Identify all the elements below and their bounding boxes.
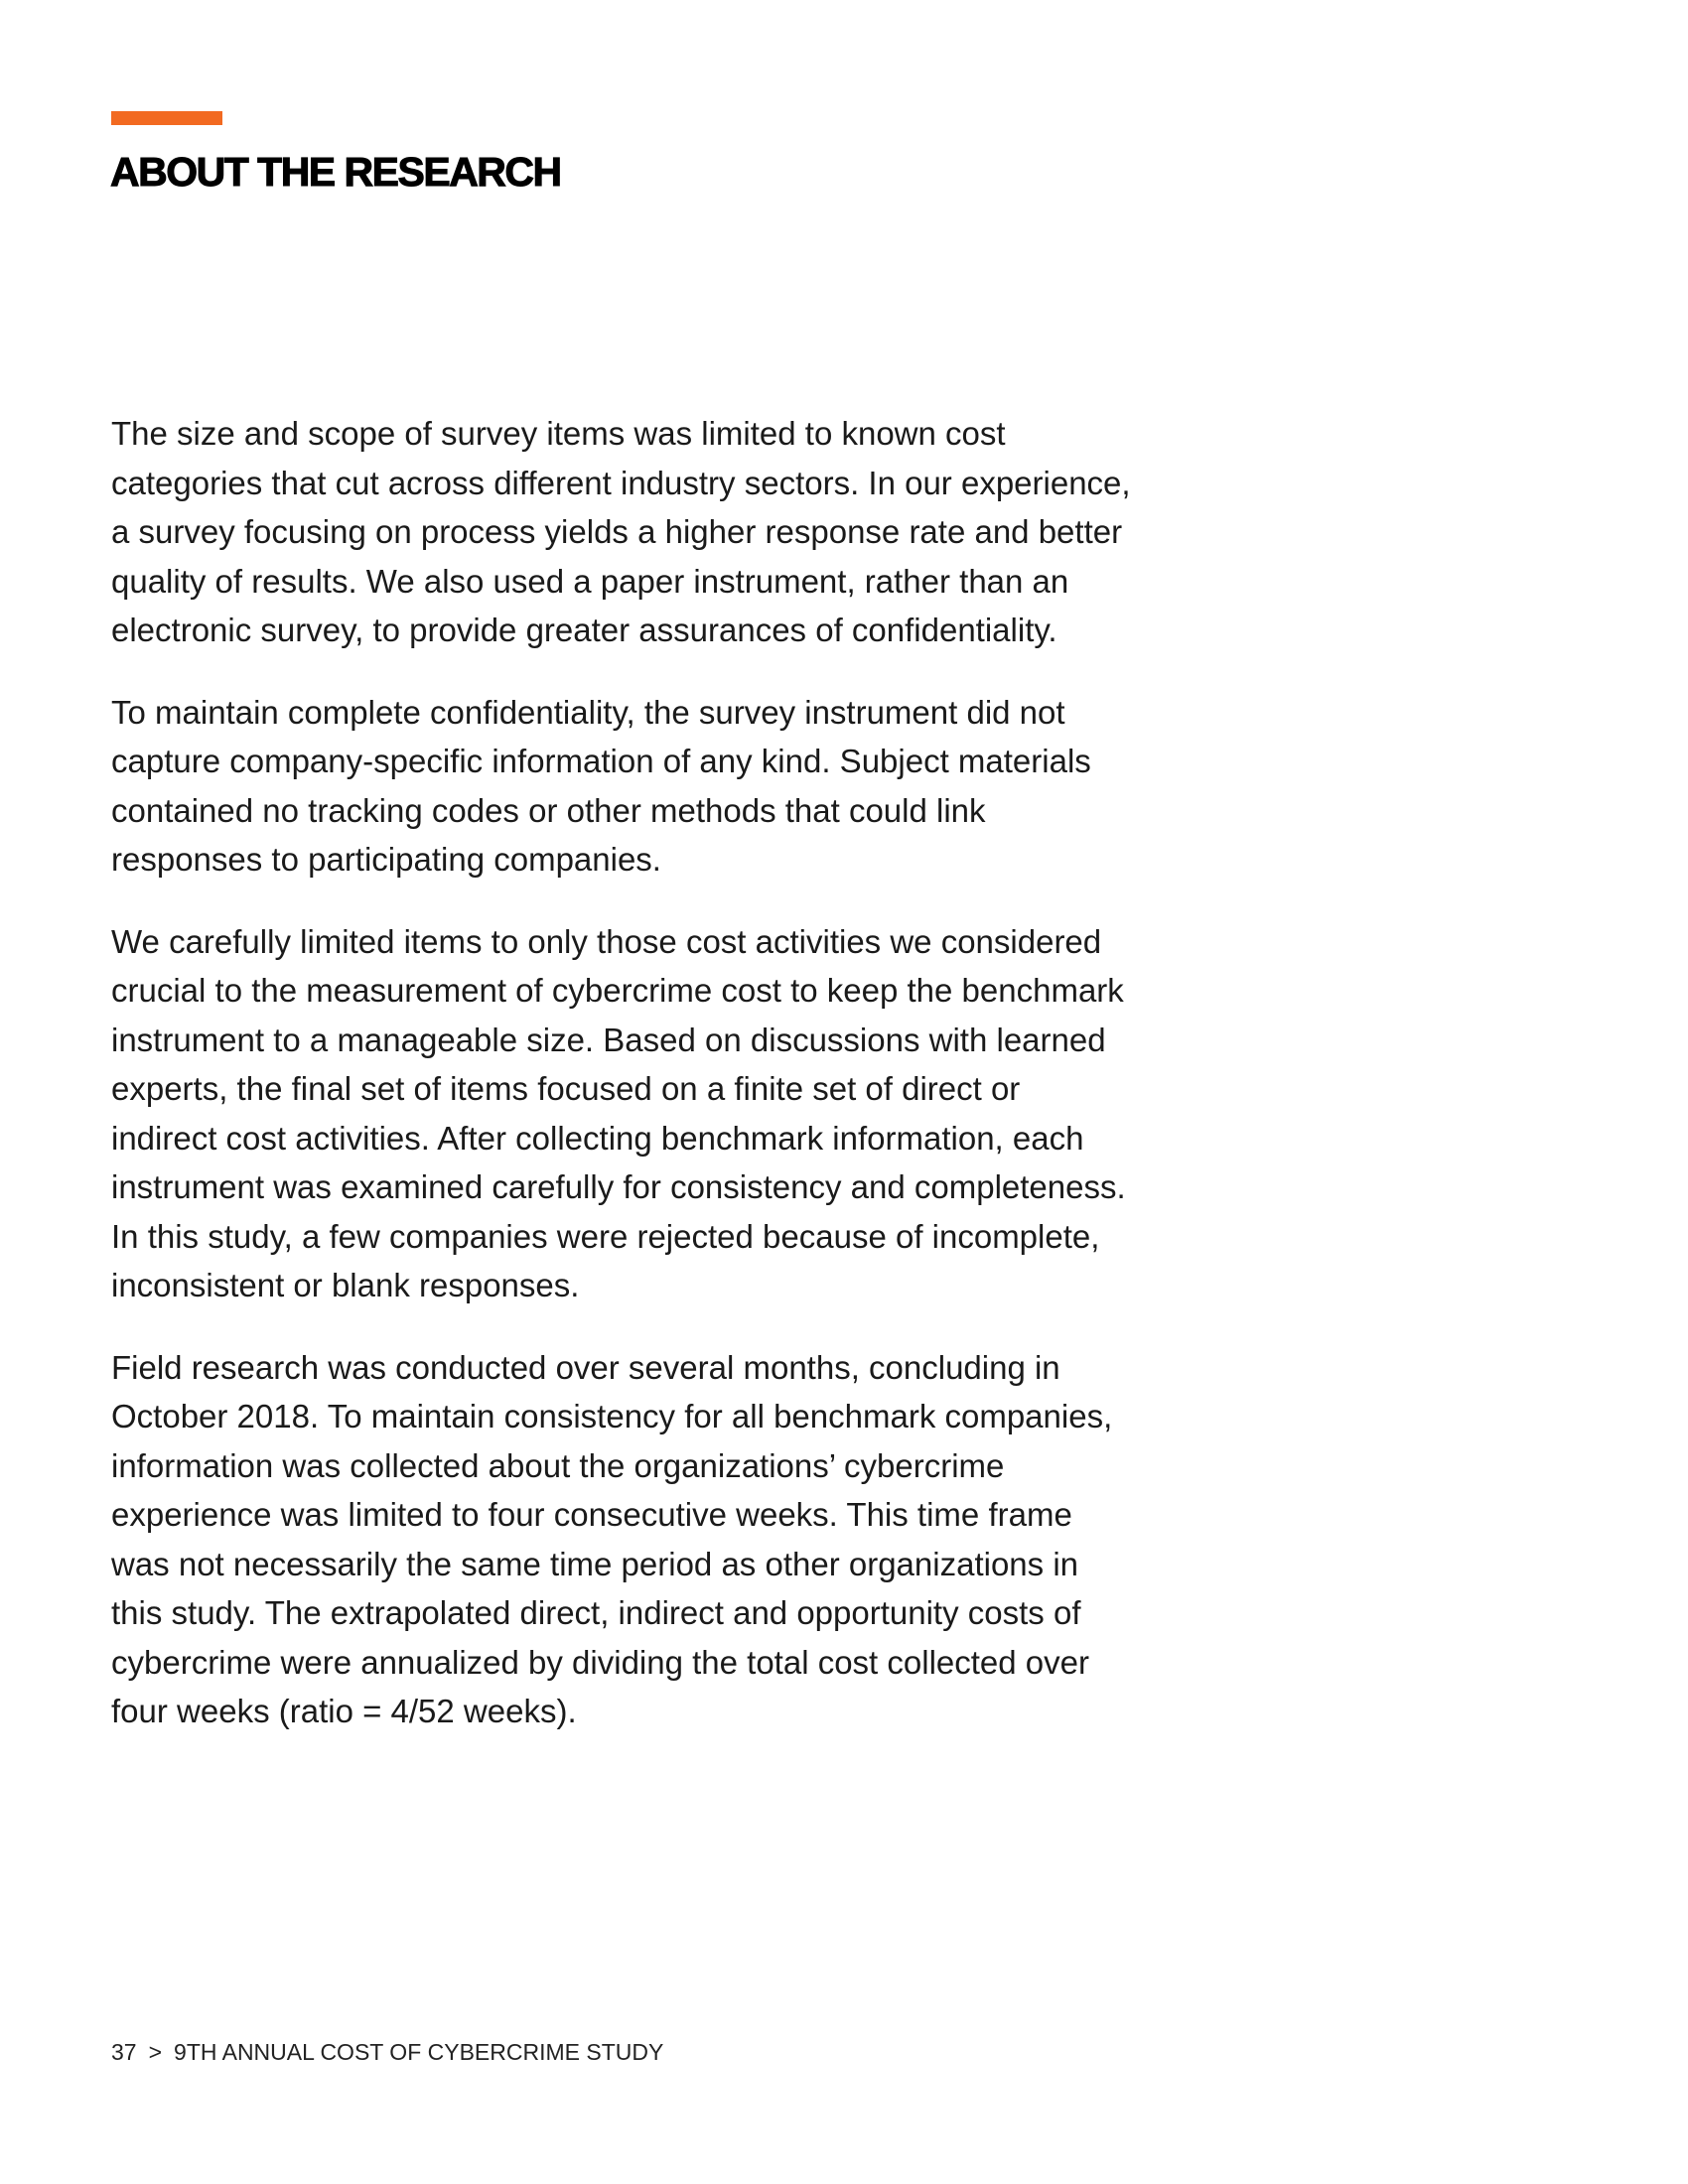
- page-number: 37: [111, 2039, 137, 2065]
- text-line: capture company-specific information of any kind. Subject materials: [111, 743, 1091, 779]
- text-line: cybercrime were annualized by dividing the total cost collected over: [111, 1643, 1090, 1681]
- text-line: was not necessarily the same time period as other organizations in: [111, 1545, 1078, 1582]
- text-line: October 2018. To maintain consistency for all benchmark companies,: [111, 1398, 1113, 1434]
- page-title: ABOUT THE RESEARCH: [110, 149, 561, 195]
- text-line: four weeks (ratio = 4/52 weeks).: [111, 1693, 577, 1729]
- text-line: experience was limited to four consecutive weeks. This time frame: [111, 1496, 1072, 1533]
- text-line: instrument to a manageable size. Based on discussions with learned: [111, 1021, 1106, 1058]
- text-line: crucial to the measurement of cybercrime cost to keep the benchmark: [111, 972, 1124, 1009]
- text-line: instrument was examined carefully for consistency and completeness.: [111, 1168, 1126, 1205]
- paragraph: [111, 1343, 1501, 1736]
- text-line: indirect cost activities. After collecting benchmark information, each: [111, 1119, 1084, 1157]
- text-line: The size and scope of survey items was limited to known cost: [111, 415, 1006, 452]
- text-line: To maintain complete confidentiality, the survey instrument did not: [111, 693, 1065, 731]
- text-line: inconsistent or blank responses.: [111, 1267, 580, 1303]
- paragraph: [111, 688, 1501, 885]
- footer-title: 9TH ANNUAL COST OF CYBERCRIME STUDY: [174, 2039, 664, 2065]
- text-line: categories that cut across different industry sectors. In our experience,: [111, 464, 1131, 501]
- text-line: Field research was conducted over several months, concluding in: [111, 1348, 1060, 1386]
- text-line: quality of results. We also used a paper instrument, rather than an: [111, 562, 1069, 600]
- body-text: [111, 409, 1501, 1769]
- text-line: responses to participating companies.: [111, 841, 661, 878]
- footer: [111, 2039, 675, 2066]
- text-line: In this study, a few companies were rejected because of incomplete,: [111, 1217, 1100, 1255]
- text-line: this study. The extrapolated direct, indirect and opportunity costs of: [111, 1594, 1081, 1631]
- text-line: information was collected about the organizations’ cybercrime: [111, 1446, 1005, 1484]
- footer-separator: >: [148, 2039, 163, 2065]
- paragraph: [111, 409, 1501, 655]
- text-line: a survey focusing on process yields a higher response rate and better: [111, 513, 1123, 550]
- accent-bar: [111, 111, 222, 125]
- paragraph: [111, 917, 1501, 1310]
- text-line: experts, the final set of items focused on a finite set of direct or: [111, 1070, 1021, 1107]
- text-line: We carefully limited items to only those cost activities we considered: [111, 922, 1102, 960]
- text-line: contained no tracking codes or other methods that could link: [111, 791, 986, 829]
- text-line: electronic survey, to provide greater assurances of confidentiality.: [111, 612, 1057, 648]
